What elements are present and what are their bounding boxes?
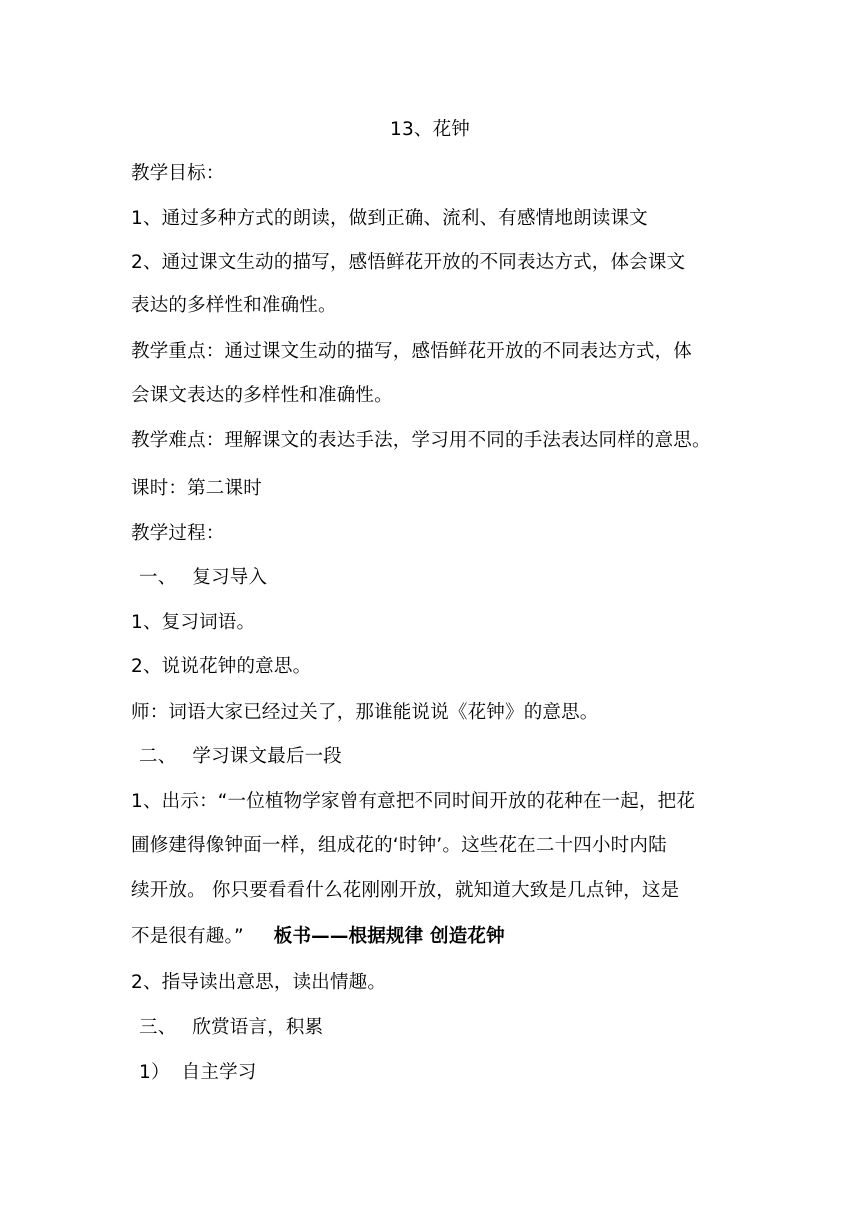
section-2-title: 学习课文最后一段	[192, 746, 343, 767]
section-3-heading	[139, 1016, 749, 1040]
section-1-number: 一、	[139, 567, 177, 588]
objective-2-line-2: 表达的多样性和准确性。	[131, 295, 337, 316]
step-2-2: 2、指导读出意思，读出情趣。	[131, 972, 387, 993]
section-3-number: 三、	[139, 1017, 177, 1038]
objectives-heading: 教学目标：	[131, 163, 225, 184]
key-point-line-1: 教学重点：通过课文生动的描写，感悟鲜花开放的不同表达方式，体	[131, 341, 693, 362]
section-1-heading	[139, 566, 749, 590]
objective-2-line-1: 2、通过课文生动的描写，感悟鲜花开放的不同表达方式，体会课文	[131, 252, 686, 273]
difficulty: 教学难点：理解课文的表达手法，学习用不同的手法表达同样的意思。	[131, 430, 711, 451]
objective-1: 1、通过多种方式的朗读，做到正确、流利、有感情地朗读课文	[131, 208, 648, 229]
step-1-2: 2、说说花钟的意思。	[131, 656, 312, 677]
subsection-1-title: 自主学习	[181, 1062, 257, 1083]
board-note: 板书——根据规律 创造花钟	[273, 926, 505, 947]
quote-line-3: 续开放。 你只要看看什么花刚刚开放，就知道大致是几点钟，这是	[131, 880, 680, 901]
quote-line-2: 圃修建得像钟面一样，组成花的‘时钟’。这些花在二十四小时内陆	[131, 835, 667, 856]
subsection-1-heading	[139, 1061, 749, 1085]
document-title: 13、花钟	[389, 119, 471, 140]
section-3-title: 欣赏语言，积累	[192, 1017, 324, 1038]
lesson-time: 课时：第二课时	[131, 478, 262, 499]
teacher-line: 师：词语大家已经过关了，那谁能说说《花钟》的意思。	[131, 702, 599, 723]
quote-line-1: 1、出示：“一位植物学家曾有意把不同时间开放的花种在一起，把花	[131, 791, 696, 812]
quote-line-4	[131, 925, 741, 949]
process-heading: 教学过程：	[131, 523, 225, 544]
section-2-heading	[139, 745, 749, 769]
subsection-1-number: 1）	[139, 1062, 170, 1083]
section-1-title: 复习导入	[192, 567, 268, 588]
step-1-1: 1、复习词语。	[131, 612, 256, 633]
key-point-line-2: 会课文表达的多样性和准确性。	[131, 385, 393, 406]
quote-end: 不是很有趣。”	[131, 926, 244, 947]
section-2-number: 二、	[139, 746, 177, 767]
